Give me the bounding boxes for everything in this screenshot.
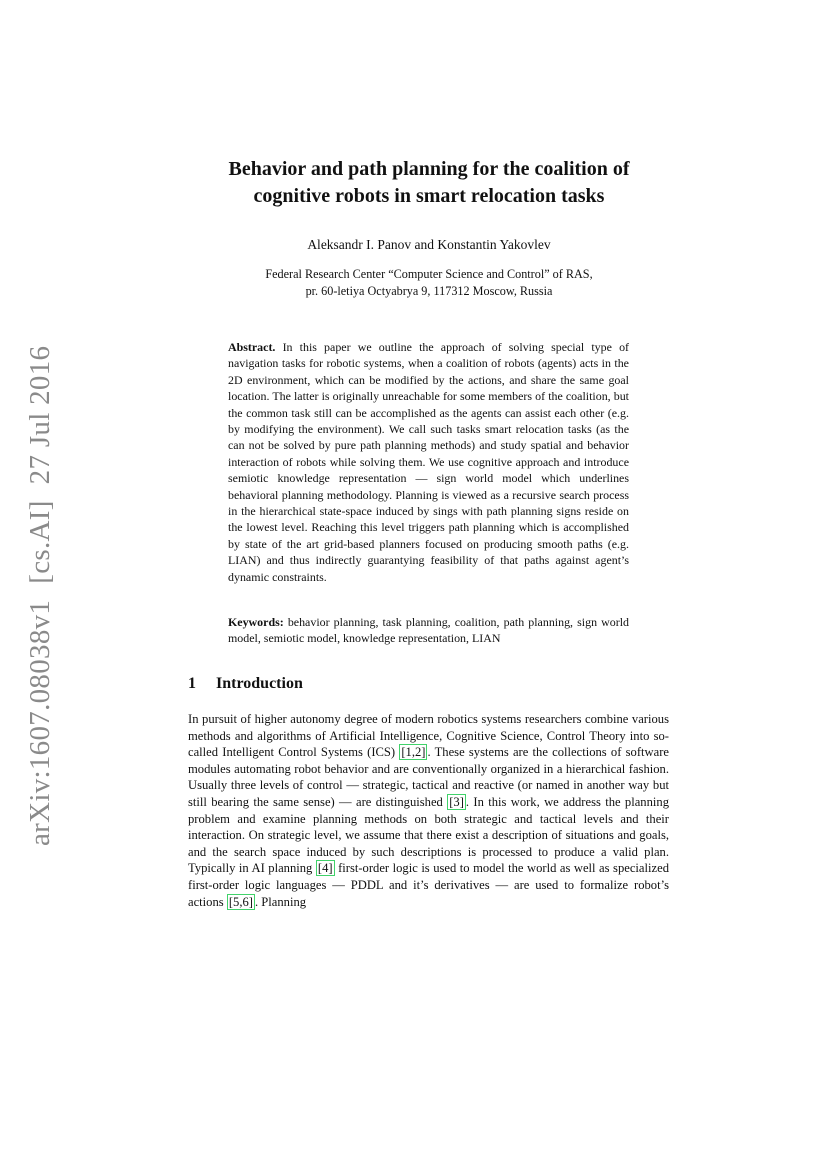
title-line-1: Behavior and path planning for the coalition of	[228, 158, 630, 180]
affiliation	[140, 266, 718, 300]
keywords-text: behavior planning, task planning, coalition, path planning, sign world model, semiotic model, knowledge representation, LIAN	[228, 615, 629, 646]
arxiv-category: [cs.AI]	[24, 500, 56, 584]
arxiv-id: arXiv:1607.08038v1	[24, 599, 56, 846]
intro-text-2: . These systems are the collections of software modules automating robot behavior and are conventionally organized in a hierarchical fashion. Usually three levels of control — strategic, tactical and reactive (or named in another way but still bearing the same sense) — are distinguished	[188, 745, 669, 809]
citation-link[interactable]: [4]	[317, 861, 333, 876]
intro-text-3: . In this work, we address the planning problem and examine planning methods on both strategic and tactical levels and their interaction. On strategic level, we assume that there exist a description of situations and goals, and the search space induced by such descriptions is processed to produce a valid plan. Typically in AI planning	[188, 794, 669, 876]
authors: Aleksandr I. Panov and Konstantin Yakovlev	[307, 237, 551, 252]
citation-link[interactable]: [3]	[449, 794, 464, 809]
keywords-label: Keywords:	[228, 615, 284, 629]
section-number: 1	[188, 675, 196, 692]
abstract	[228, 339, 629, 585]
affiliation-line-2: pr. 60-letiya Octyabrya 9, 117312 Moscow, Russia	[305, 284, 553, 298]
intro-text-4: first-order logic is used to model the world as well as specialized first-order logic languages — PDDL and it’s derivatives — are used to formalize robot’s actions	[188, 861, 669, 909]
arxiv-date: 27 Jul 2016	[24, 345, 56, 485]
intro-text-5: . Planning	[254, 894, 307, 909]
arxiv-stamp	[18, 345, 62, 846]
abstract-label: Abstract.	[228, 340, 276, 354]
section-heading	[188, 675, 669, 693]
section-title: Introduction	[216, 675, 303, 692]
citation-link[interactable]: [5,6]	[228, 894, 253, 909]
paper-title	[140, 156, 718, 210]
introduction-paragraph	[188, 711, 669, 910]
title-line-2: cognitive robots in smart relocation tasks	[253, 185, 605, 207]
citation-link[interactable]: [1,2]	[401, 745, 426, 760]
intro-text-1: In pursuit of higher autonomy degree of modern robotics systems researchers combine various methods and algorithms of Artificial Intelligence, Cognitive Science, Control Theory into so-called Intelligent Control Systems (ICS)	[188, 712, 669, 760]
keywords	[228, 614, 629, 647]
affiliation-line-1: Federal Research Center “Computer Science and Control” of RAS,	[265, 267, 593, 281]
abstract-text: In this paper we outline the approach of solving special type of navigation tasks for robotic systems, when a coalition of robots (agents) acts in the 2D environment, which can be modified by the actions, and share the same goal location. The latter is originally unreachable for some members of the coalition, but the common task still can be accomplished as the agents can assist each other (e.g. by modifying the environment). We call such tasks smart relocation tasks (as the can not be solved by pure path planning methods) and study spatial and behavior interaction of robots while solving them. We use cognitive approach and introduce semiotic knowledge representation — sign world model which underlines behavioral planning methodology. Planning is viewed as a recursive search process in the hierarchical state-space induced by sings with path planning signs reside on the lowest level. Reaching this level triggers path planning which is accomplished by state of the art grid-based planners focused on producing smooth paths (e.g. LIAN) and thus indirectly guarantying feasibility of that paths against agent’s dynamic constraints.	[228, 340, 630, 584]
